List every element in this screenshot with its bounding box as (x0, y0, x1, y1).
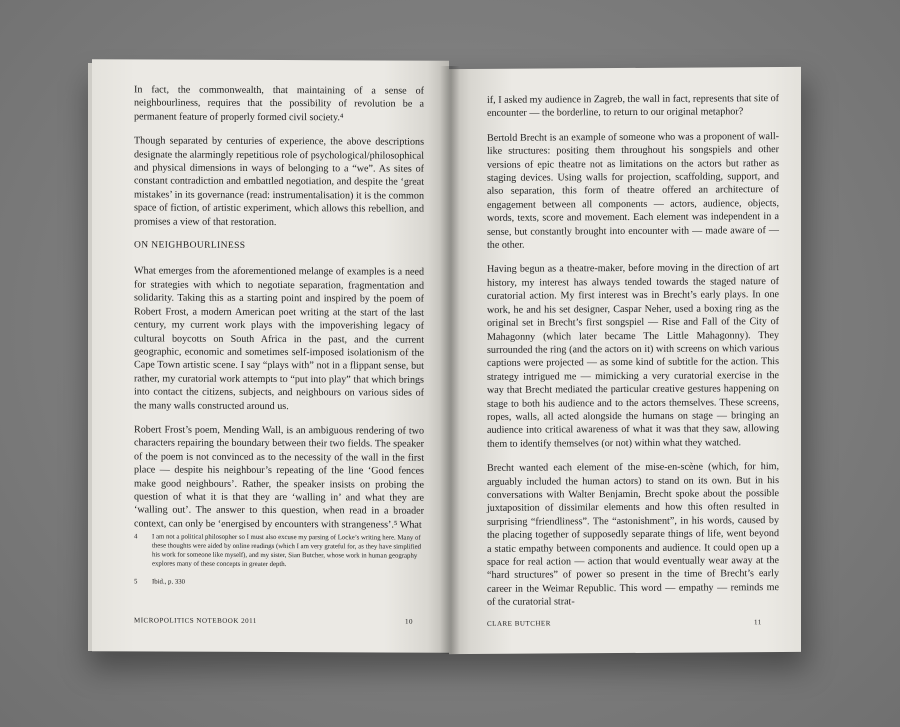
page-number: 10 (405, 617, 413, 626)
running-footer-title: MICROPOLITICS NOTEBOOK 2011 (134, 616, 257, 625)
left-page (92, 59, 449, 653)
right-page (449, 67, 801, 654)
paragraph: Having begun as a theatre-maker, before moving in the direction of art history, my interest has always tended towards the staged nature of curatorial action. My first interest was in Brecht’s early plays. In one work, he and his set designer, Caspar Neher, used a boxing ring as the original set in Brecht’s first songspiel — Rise and Fall of the City of Mahagonny (which later became The Little Mahagonny). They surrounded the ring (and the actors on it) with screens on which various captions were projected — as some kind of subtitle for the action. This strategy intrigued me — mimicking a very curatorial exercise in the way that Brecht mediated the particular creative gestures happening on stage to both his audience and to the actors themselves. These screens, ropes, walls, all acted alongside the humans on stage — bringing an audience into critical awareness of what it was that they saw, allowing them to identify themselves (or not) within what they watched. (487, 262, 779, 450)
footnote (134, 577, 424, 587)
footnote (134, 532, 424, 569)
paragraph: In fact, the commonwealth, that maintaining of a sense of neighbourliness, requires that the possibility of revolution be a permanent feature of properly formed civil society.⁴ (134, 84, 424, 124)
paragraph: Though separated by centuries of experience, the above descriptions designate the alarmingly repetitious role of psychological/philosophical and physical dimensions in ways of belonging to a “we”. As sites of constant contradiction and embattled negotiation, and despite the ‘great mistakes’ in its governance (read: instrumentalisation) it is the common space of fiction, of artistic experiment, which allows this rebellion, and promises a view of that restoration. (134, 135, 424, 228)
page-number: 11 (754, 618, 762, 627)
right-text-column (487, 92, 779, 620)
footnote-text: I am not a political philosopher so I must also excuse my parsing of Locke’s writing here. Many of these thoughts were aided by online readings (which I am very grateful for, as they have simplified his work for someone like myself), and my sister, Sian Butcher, whose work in human geography explores many of these concepts in greater depth. (152, 533, 422, 569)
paragraph: Bertold Brecht is an example of someone who was a proponent of wall-like structures: positing them throughout his songspiels and other versions of epic theatre not as limitations on the actors but rather as staging devices. Using walls for projection, scaffolding, support, and also separation, this form of theatre offered an architecture of engagement between all components — actors, audience, objects, words, texts, score and movement. Each element was independent in a sense, but constantly brought into encounter with — made aware of — the other. (487, 130, 779, 251)
paragraph: if, I asked my audience in Zagreb, the wall in fact, represents that site of encounter — the borderline, to return to our original metaphor? (487, 93, 779, 120)
footnote-number: 5 (134, 578, 138, 586)
paragraph: What emerges from the aforementioned melange of examples is a need for strategies with which to negotiate separation, fragmentation and solidarity. Taking this as a starting point and inspired by the poem of Robert Frost, a modern American poet writing at the start of the last century, my current work plays with the impoverishing legacy of cultural boycotts on South Africa in the past, and the current geographic, economic and sometimes self-imposed isolationism of the Cape Town artistic scene. I say “plays with” not in a flippant sense, but rather, my curatorial work attempts to “put into play” that which brings into contact the citizens, subjects, and neighbours on various sides of the many walls constructed around us. (134, 265, 424, 412)
footnote-number: 4 (134, 533, 138, 541)
footnote-text: Ibid., p. 330 (152, 578, 186, 586)
footnotes (134, 532, 424, 596)
section-heading: ON NEIGHBOURLINESS (134, 240, 246, 251)
paragraph: Robert Frost’s poem, Mending Wall, is an ambiguous rendering of two characters repairing the boundary between their two fields. The speaker of the poem is not convinced as to the necessity of the wall in the first place — despite his neighbour’s repeating of the line ‘Good fences make good neighbours’. Rather, the speaker insists on probing the question of what it is that they are ‘walling in’ and what they are ‘walling out’. The answer to this question, when read in a broader context, can only be ‘energised by encounters with strangeness’.⁵ What (134, 424, 424, 531)
running-footer-author: CLARE BUTCHER (487, 619, 551, 628)
paragraph: Brecht wanted each element of the mise-en-scène (which, for him, arguably included the human actors) to stand on its own. But in his conversations with Walter Benjamin, Brecht spoke about the possible juxtaposition of dissimilar elements and how this often resulted in surprising “friendliness”. The “astonishment”, in his words, caused by the placing together of supposedly separate things of life, went beyond a static empathy between components and audience. It could open up a space for real action — action that would eventually wear away at the “hard structures” of power so present in the time of Brecht’s early career in the Weimar Republic. This word — empathy — reminds me of the curatorial strat- (487, 461, 779, 609)
left-text-column (134, 83, 424, 542)
